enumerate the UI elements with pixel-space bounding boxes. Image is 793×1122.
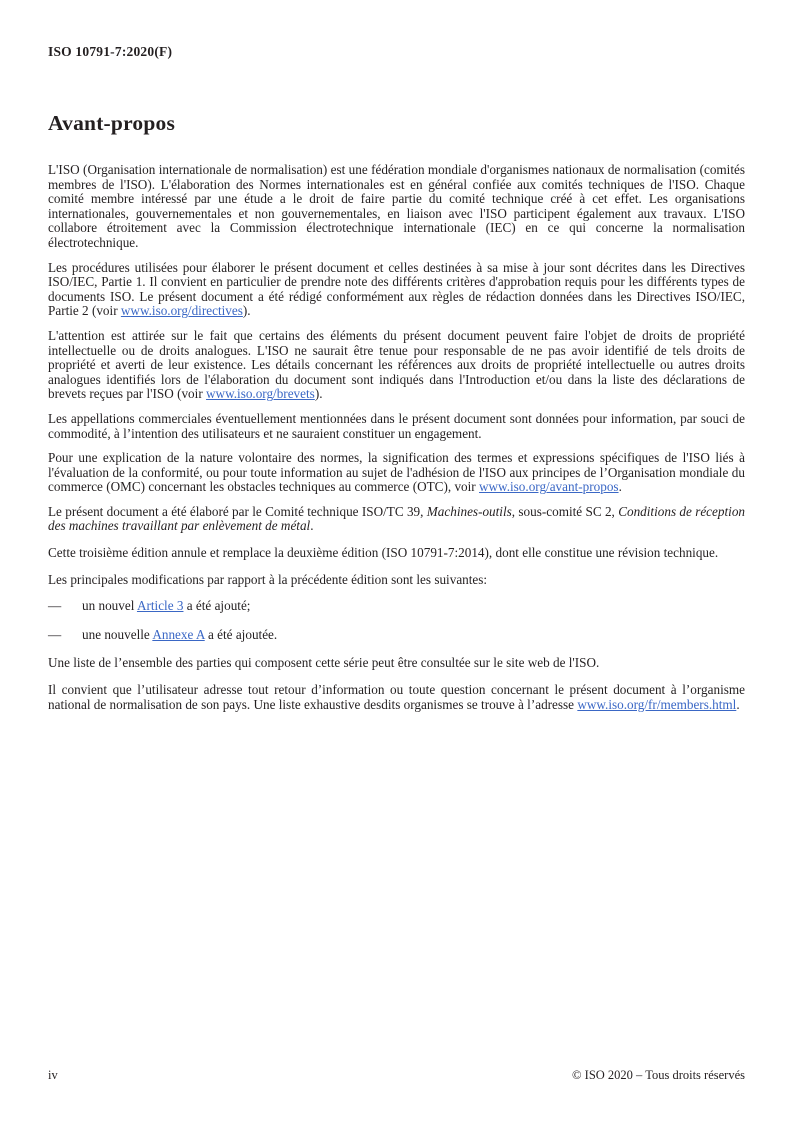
page-number: iv xyxy=(48,1068,58,1082)
subcommittee-name-italic: Conditions de réception des machines travaillant par enlèvement de métal xyxy=(48,503,746,534)
paragraph-feedback xyxy=(48,683,745,712)
document-body xyxy=(48,163,745,712)
paragraph-text: . xyxy=(310,518,314,534)
list-item-text xyxy=(82,599,250,614)
paragraph-text: Les procédures utilisées pour élaborer le présent document et celles destinées à sa mise à jour sont décrites dans les Directives ISO/IEC, Partie 1. Il convient en particulier de prendre note des différents critères d'approbation requis pour les différents types de documents ISO. Le présent document a été rédigé conformément aux règles de rédaction données dans les Directives ISO/IEC, Partie 2 (voir xyxy=(48,259,745,319)
paragraph-text: Pour une explication de la nature volontaire des normes, la signification des termes et expressions spécifiques de l'ISO liés à l'évaluation de la conformité, ou pour toute information au sujet de l'adhésion de l'ISO aux principes de l’Organisation mondiale du commerce (OMC) concernant les obstacles techniques au commerce (OTC), voir xyxy=(48,450,745,495)
paragraph-text: ). xyxy=(314,386,323,402)
list-item-text xyxy=(82,628,277,643)
paragraph-text: a été ajouté; xyxy=(183,598,251,614)
paragraph-text: ). xyxy=(242,303,251,319)
paragraph-text: Il convient que l’utilisateur adresse tout retour d’information ou toute question concernant le présent document à l’organisme national de normalisation de son pays. Une liste exhaustive desdits organismes se trouve à l’adresse xyxy=(48,682,745,712)
paragraph-patents xyxy=(48,329,745,402)
list-item xyxy=(48,628,745,643)
paragraph-procedures xyxy=(48,261,745,319)
link-iso-brevets[interactable]: www.iso.org/brevets xyxy=(206,386,315,402)
list-item xyxy=(48,599,745,614)
list-dash: — xyxy=(48,598,62,614)
committee-name-italic: Machines-outils xyxy=(426,503,512,519)
paragraph-text: une nouvelle xyxy=(82,626,153,642)
paragraph-text: un nouvel xyxy=(82,598,137,614)
paragraph-committee xyxy=(48,505,745,534)
link-article-3[interactable]: Article 3 xyxy=(136,598,184,614)
copyright-notice: © ISO 2020 – Tous droits réservés xyxy=(572,1068,745,1082)
page-title: Avant-propos xyxy=(48,111,176,135)
link-iso-avant-propos[interactable]: www.iso.org/avant-propos xyxy=(479,479,619,495)
list-dash: — xyxy=(48,626,62,642)
running-header: ISO 10791-7:2020(F) xyxy=(48,44,173,59)
paragraph-edition: Cette troisième édition annule et remplace la deuxième édition (ISO 10791-7:2014), dont elle constitue une révision technique. xyxy=(48,545,719,561)
modifications-list xyxy=(48,599,745,642)
paragraph-text: Le présent document a été élaboré par le Comité technique ISO/TC 39, xyxy=(48,503,427,519)
paragraph-text: . xyxy=(736,696,740,712)
paragraph-text: , sous-comité SC 2, xyxy=(511,503,619,519)
paragraph-wto xyxy=(48,451,745,495)
paragraph-trade-names: Les appellations commerciales éventuellement mentionnées dans le présent document sont données pour information, par souci de commodité, à l’intention des utilisateurs et ne sauraient constituer un engagement. xyxy=(48,410,745,441)
paragraph-series-list: Une liste de l’ensemble des parties qui composent cette série peut être consultée sur le site web de l'ISO. xyxy=(48,655,600,671)
link-iso-directives[interactable]: www.iso.org/directives xyxy=(120,303,243,319)
paragraph-iso-intro: L'ISO (Organisation internationale de normalisation) est une fédération mondiale d'organismes nationaux de normalisation (comités membres de l'ISO). L'élaboration des Normes internationales est en général confiée aux comités techniques de l'ISO. Chaque comité membre intéressé par une étude a le droit de faire partie du comité technique créé à cet effet. Les organisations internationales, gouvernementales et non gouvernementales, en liaison avec l'ISO participent également aux travaux. L'ISO collabore étroitement avec la Commission électrotechnique internationale (IEC) en ce qui concerne la normalisation électrotechnique. xyxy=(48,162,745,250)
paragraph-text: L'attention est attirée sur le fait que certains des éléments du présent document peuvent faire l'objet de droits de propriété intellectuelle ou de droits analogues. L'ISO ne saurait être tenue pour responsable de ne pas avoir identifié de tels droits de propriété et averti de leur existence. Les détails concernant les références aux droits de propriété intellectuelle ou autres droits analogues identifiés lors de l'élaboration du document sont indiqués dans l'Introduction et/ou dans la liste des déclarations de brevets reçues par l'ISO (voir xyxy=(48,327,745,402)
paragraph-modifications-intro: Les principales modifications par rapport à la précédente édition sont les suivantes: xyxy=(48,571,488,587)
paragraph-text: a été ajoutée. xyxy=(204,626,278,642)
link-annexe-a[interactable]: Annexe A xyxy=(152,626,205,642)
page-footer xyxy=(48,1068,745,1083)
link-iso-members[interactable]: www.iso.org/fr/members.html xyxy=(577,696,737,712)
paragraph-text: . xyxy=(618,479,622,495)
